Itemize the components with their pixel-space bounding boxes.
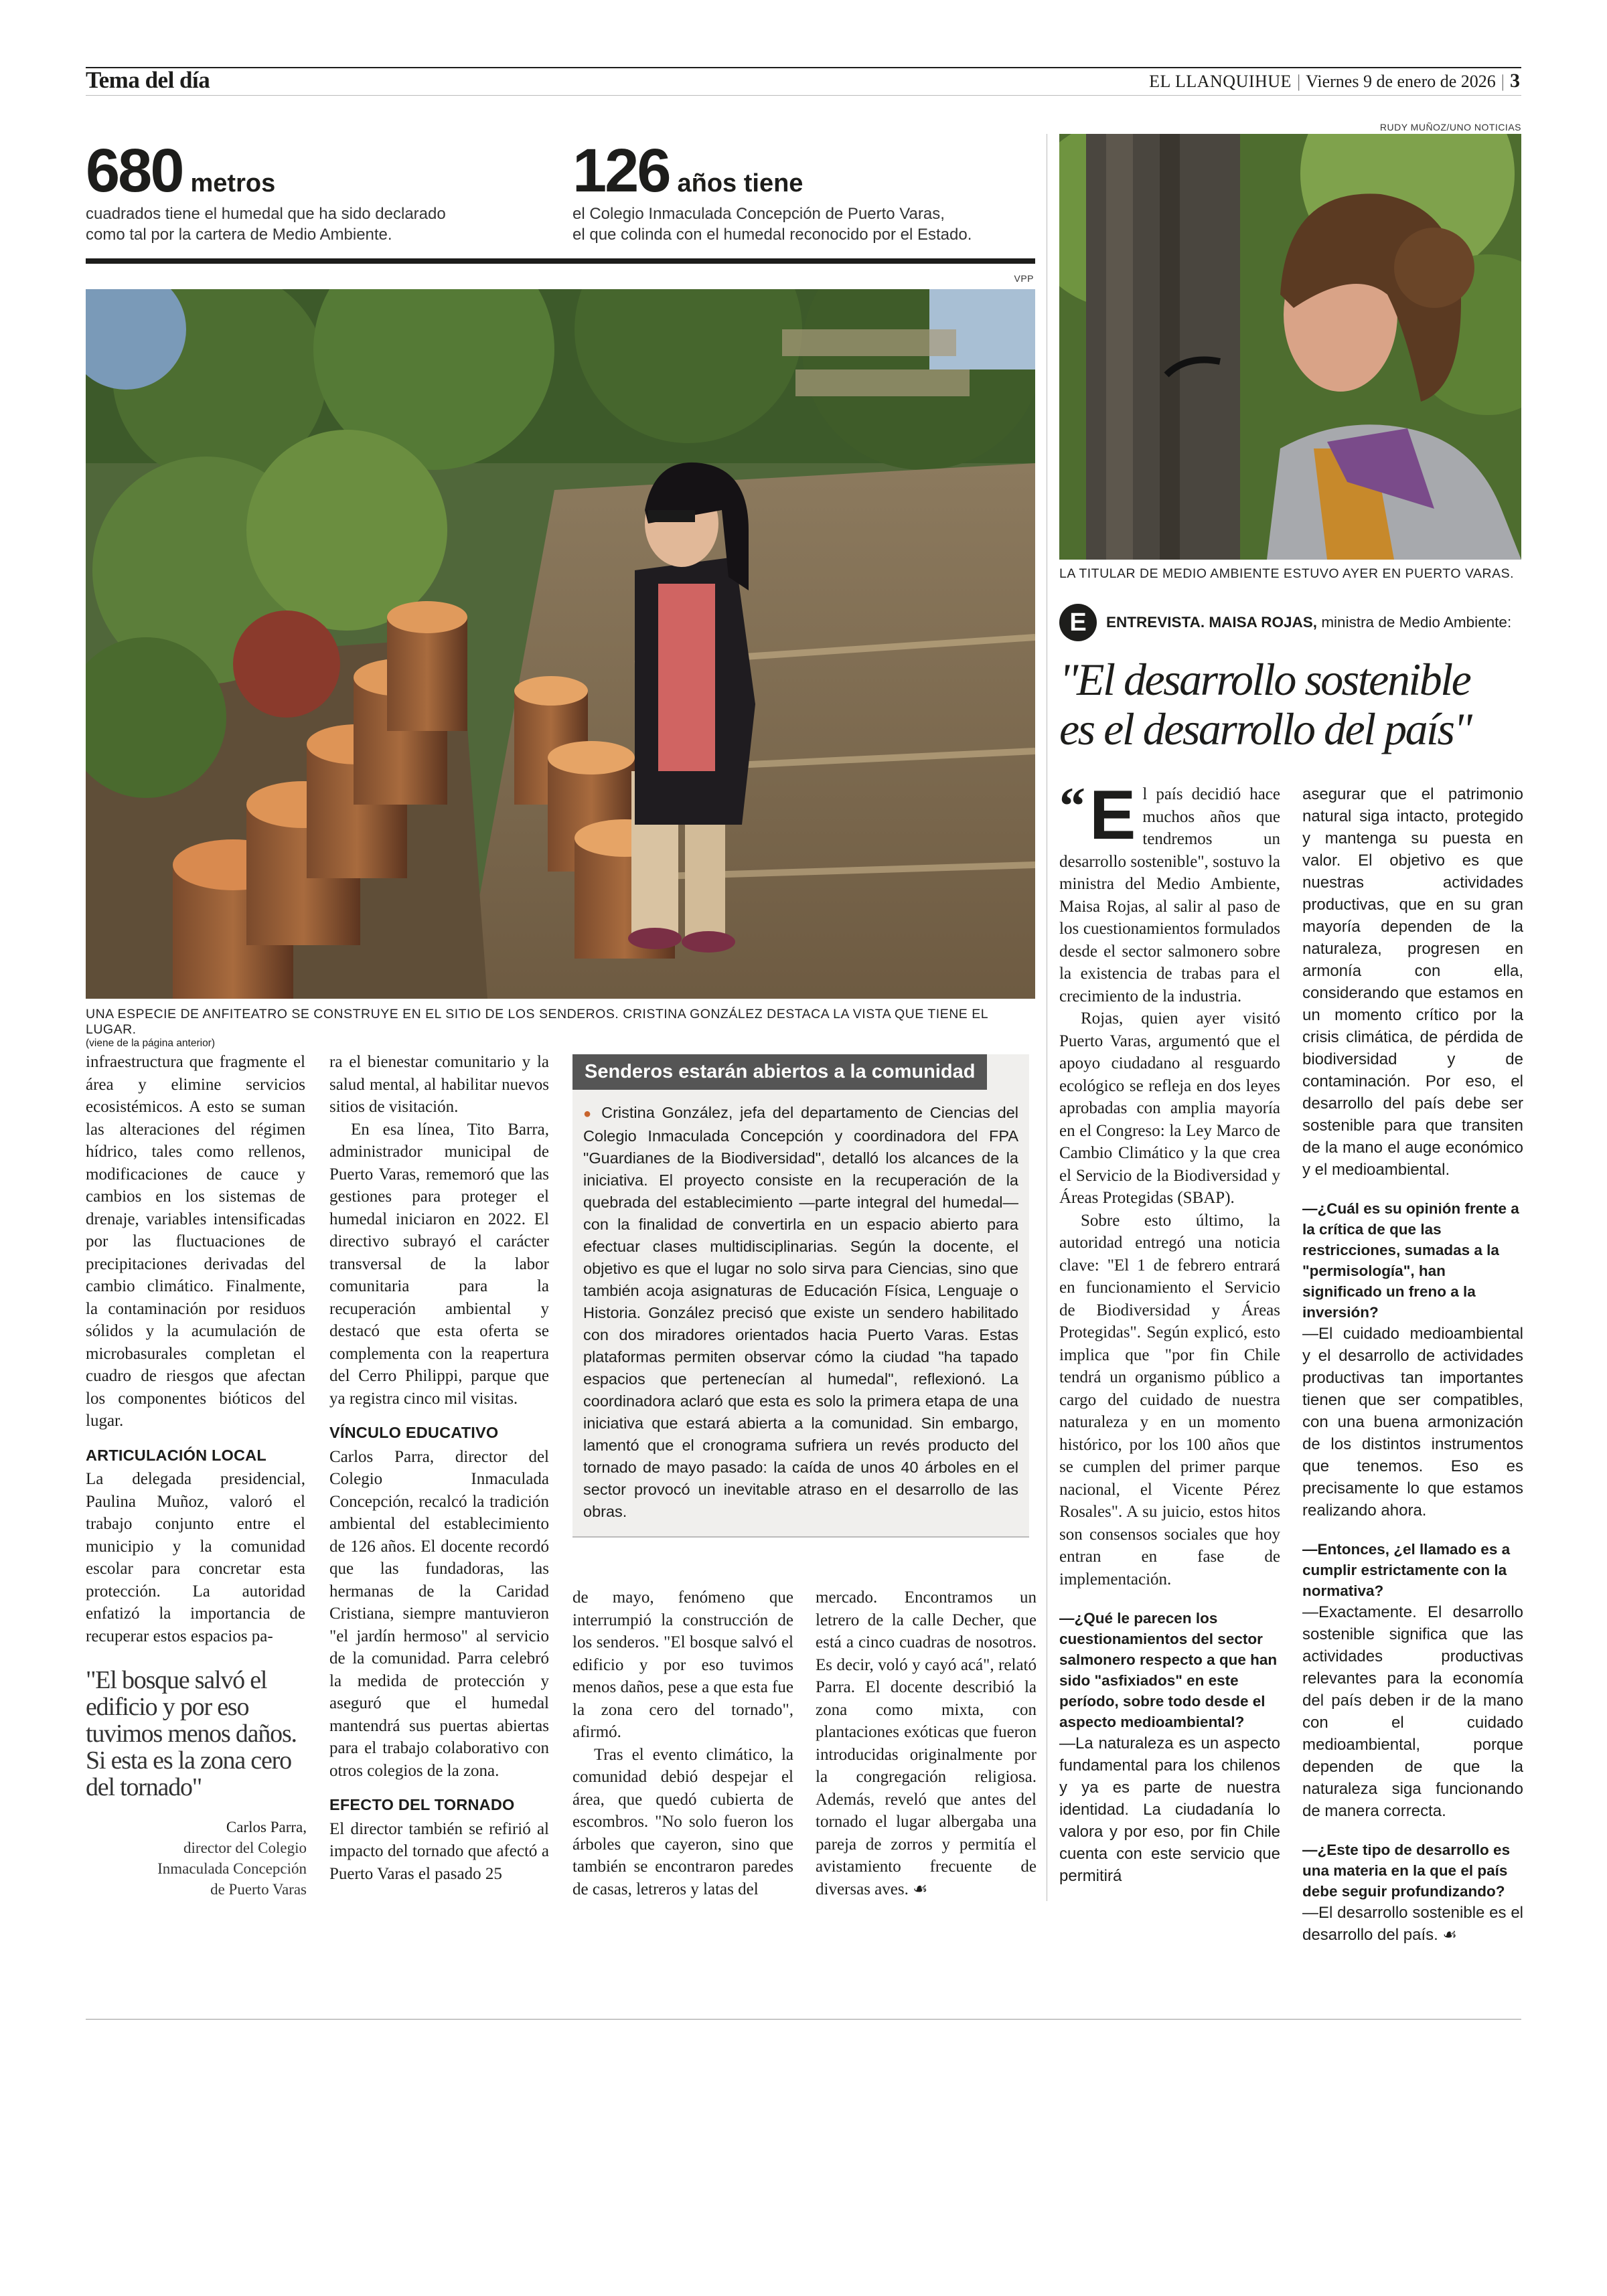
paragraph: En esa línea, Tito Barra, administrador municipal de Puerto Varas, rememoró que las gestiones para proteger el humedal iniciaron en 2022. El directivo subrayó el carácter transversal de la labor comunitaria para la recuperación ambiental y destacó que esta oferta se complementa con la reapertura del Cerro Philippi, parque que ya registra cinco mil visitas. (329, 1120, 549, 1408)
interview-kicker: E ENTREVISTA. MAISA ROJAS, ministra de Medio Ambiente: (1059, 604, 1511, 641)
answer: asegurar que el patrimonio natural siga intacto, protegido y mantenga su puesta en valor. El objetivo es que nuestras actividades productivas, que en su gran mayoría dependen de la naturaleza, progresen en armonía con ella, considerando que estamos en un momento crítico por la crisis climática, de pérdida de biodiversidad y de contaminación. Por eso, el desarrollo del país debe ser sostenible para que transiten de la mano el auge económico y el medioambiental. (1302, 785, 1523, 1179)
folio-separator: | (1501, 72, 1505, 91)
drop-cap: E (1089, 776, 1136, 854)
box-body: ● Cristina González, jefa del departamento de Ciencias del Colegio Inmaculada Concepción y coordinadora del FPA "Guardianes de la Biodiversidad", detalló los alcances de la iniciativa. El proyecto consiste en la recuperación de la quebrada del establecimiento —parte integral del humedal— con la finalidad de convertirla en un espacio abierto para efectuar clases multidisciplinarias. Según la docente, el objetivo es que el lugar no solo sirva para Ciencias, sino que también acoja asignaturas de Educación Física, Lenguaje o Historia. González precisó que existe un sendero habilitado con dos miradores orientados hacia Puerto Varas. Estas plataformas permiten observar cómo la ciudad "ha tapado espacios que pertenecían al humedal", reflexionó. La coordinadora aclaró que esta es solo la primera etapa de una iniciativa que estará abierta a la comunidad. Sin embargo, lamentó que el cronograma sufriera un revés producto del tornado de mayo pasado: la caída de unos 40 árboles en el sector provocó un inevitable atraso en el desarrollo de las obras. (583, 1104, 1018, 1520)
pullquote-attribution: Carlos Parra, director del Colegio Inmaculada Concepción de Puerto Varas (157, 1819, 307, 1898)
paragraph: Tras el evento climático, la comunidad debió despejar el área, que quedó cubierta de escombros. "No solo fueron los árboles que cayeron, sino que también se encontraron paredes de casas, letreros y latas del (572, 1745, 793, 1898)
stat-680 (86, 137, 514, 245)
minister-photo (1059, 134, 1521, 560)
folio (1149, 70, 1520, 92)
stat-description: cuadrados tiene el humedal que ha sido declarado como tal por la cartera de Medio Ambiente. (86, 205, 446, 244)
question: —¿Cuál es su opinión frente a la crítica de que las restricciones, sumadas a la "permisología", han significado un freno a la inversión? (1302, 1200, 1519, 1321)
subhead-vinculo: VÍNCULO EDUCATIVO (329, 1424, 499, 1441)
answer: —El desarrollo sostenible es el desarrollo del país. ☙ (1302, 1904, 1523, 1944)
paragraph: Carlos Parra, director del Colegio Inmaculada Concepción, recalcó la tradición ambiental del establecimiento de 126 años. El docente recordó que las fundadoras, las hermanas de la Caridad Cristiana, siempre mantuvieron "el jardín hermoso" al servicio de la comunidad. Parra celebró la medida de protección y aseguró que el humedal mantendrá sus puertas abiertas para el trabajo colaborativo con otros colegios de la zona. (329, 1447, 549, 1780)
continued-note: (viene de la página anterior) (86, 1038, 216, 1049)
paragraph: mercado. Encontramos un letrero de la calle Decher, que está a cinco cuadras de nosotros. Es decir, voló y cayó acá", relató Parra. El docente describió la zona como mixta, con plantaciones exóticas que fueron introducidas originalmente por la congregación religiosa. Además, reveló que antes del tornado el lugar albergaba una pareja de zorros y permitía el avistamiento frecuente de diversas aves. ☙ (816, 1588, 1037, 1898)
article-column-1 (86, 1036, 305, 1647)
paragraph: de mayo, fenómeno que interrumpió la construcción de los senderos. "El bosque salvó el edificio y por eso tuvimos menos daños, pese a que esta fue la zona cero del tornado", afirmó. (572, 1588, 793, 1741)
photo-credit: VPP (1014, 273, 1034, 284)
paragraph: Sobre esto último, la autoridad entregó una noticia clave: "El 1 de febrero entrará en funcionamiento el Servicio de Biodiversidad y Áreas Protegidas". Según explicó, esto implica que "por fin Chile tendrá un organismo público a cargo del cuidado de nuestra naturaleza y en un momento histórico, por los 100 años que se cumplen del primer parque nacional, el Vicente Pérez Rosales". A su juicio, estos hitos son consensos sociales que hoy entran en fase de implementación. (1059, 1211, 1280, 1588)
trail-amphitheater-photo (86, 289, 1035, 999)
stat-number: 680 (86, 137, 183, 205)
interview-badge: E (1059, 604, 1097, 641)
end-mark-icon: ☙ (913, 1880, 928, 1898)
subhead-articulacion: ARTICULACIÓN LOCAL (86, 1446, 266, 1464)
paragraph: Rojas, quien ayer visitó Puerto Varas, argumentó que el apoyo ciudadano al resguardo ecológico se refleja en dos leyes aprobadas con amplia mayoría en el Congreso: la Ley Marco de Cambio Climático y la que crea el Servicio de la Biodiversidad y Áreas Protegidas (SBAP). (1059, 1009, 1280, 1207)
article-column-4 (816, 1586, 1037, 1900)
answer: —La naturaleza es un aspecto fundamental para los chilenos y ya es parte de nuestra identidad. La ciudadanía lo valora y por eso, por fin Chile cuenta con este servicio que permitirá (1059, 1734, 1280, 1885)
end-mark-icon: ☙ (1442, 1926, 1457, 1944)
page-number: 3 (1510, 70, 1520, 92)
issue-date: Viernes 9 de enero de 2026 (1306, 72, 1496, 91)
article-column-3 (572, 1586, 793, 1900)
subhead-tornado: EFECTO DEL TORNADO (329, 1796, 515, 1813)
box-title: Senderos estarán abiertos a la comunidad (572, 1054, 987, 1090)
main-photo-caption: UNA ESPECIE DE ANFITEATRO SE CONSTRUYE EN EL SITIO DE LOS SENDEROS. CRISTINA GONZÁLEZ DESTACA LA VISTA QUE TIENE EL LUGAR. (86, 1007, 988, 1037)
paragraph: ra el bienestar comunitario y la salud mental, al habilitar nuevos sitios de visitación. (329, 1053, 549, 1116)
stat-description: el Colegio Inmaculada Concepción de Puerto Varas, el que colinda con el humedal reconocido por el Estado. (572, 205, 972, 244)
box-bullet: ● (583, 1106, 595, 1121)
question: —Entonces, ¿el llamado es a cumplir estrictamente con la normativa? (1302, 1541, 1511, 1599)
interview-headline: "El desarrollo sostenible es el desarrollo del país" (1059, 654, 1471, 754)
answer: —El cuidado medioambiental y el desarrollo de actividades productivas tan importantes tienen que ser compatibles, con una buena armonización de los distintos instrumentos que tenemos. Eso es precisamente lo que estamos realizando ahora. (1302, 1325, 1523, 1520)
paragraph: infraestructura que fragmente el área y elimine servicios ecosistémicos. A esto se suman las alteraciones del régimen hídrico, tales como rellenos, modificaciones de cauce y cambios en los sistemas de drenaje, variables intensificadas por las fluctuaciones de precipitaciones derivadas del cambio climático. Finalmente, la contaminación por residuos sólidos y la acumulación de microbasurales completan el cuadro de riesgos que afectan los componentes bióticos del lugar. (86, 1053, 305, 1430)
answer: —Exactamente. El desarrollo sostenible significa que las actividades productivas relevantes para la economía del país deben ir de la mano con el cuidado medioambiental, porque dependen de que la naturaleza siga funcionando de manera correcta. (1302, 1603, 1523, 1820)
main-photo (86, 289, 1035, 999)
stat-unit: años tiene (677, 169, 804, 197)
stat-126 (572, 137, 1041, 245)
pullquote (86, 1667, 307, 1900)
header-underline (86, 95, 1521, 96)
paragraph: La delegada presidencial, Paulina Muñoz, valoró el trabajo conjunto entre el municipio y la comunidad escolar para concretar esta protección. La autoridad enfatizó la importancia de recuperar estos espacios pa- (86, 1470, 305, 1645)
interview-column-2 (1302, 783, 1523, 1946)
quote-mark-icon: “ (1059, 776, 1085, 835)
stats-rule (86, 258, 1035, 264)
minister-portrait (1059, 134, 1521, 560)
question: —¿Este tipo de desarrollo es una materia en la que el país debe seguir profundizando? (1302, 1841, 1511, 1900)
pullquote-text: "El bosque salvó el edificio y por eso tuvimos menos daños. Si esta es la zona cero del tornado" (86, 1666, 297, 1801)
stat-number: 126 (572, 137, 670, 205)
question: —¿Qué le parecen los cuestionamientos del sector salmonero respecto a que han sido "asfixiados" en este período, sobre todo desde el aspecto medioambiental? (1059, 1610, 1278, 1730)
side-photo-caption: LA TITULAR DE MEDIO AMBIENTE ESTUVO AYER EN PUERTO VARAS. (1059, 566, 1515, 581)
stat-unit: metros (190, 169, 276, 197)
publication-name: EL LLANQUIHUE (1149, 72, 1292, 91)
side-photo-credit: RUDY MUÑOZ/UNO NOTICIAS (1379, 122, 1521, 133)
section-title: Tema del día (86, 67, 210, 93)
header-rule (86, 67, 1521, 68)
interview-column-1 (1059, 776, 1280, 1887)
folio-separator: | (1296, 72, 1301, 91)
footer-rule (86, 2019, 1521, 2020)
interview-intro: “ E l país decidió hace muchos años que tendremos un desarrollo sostenible", sostuvo la ministra del Medio Ambiente, Maisa Rojas, al salir al paso de los cuestionamientos formulados desde el sector salmonero sobre la existencia de trabas para el crecimiento de la industria. (1059, 776, 1280, 1005)
sidebar-box (572, 1054, 1029, 1538)
paragraph: El director también se refirió al impacto del tornado que afectó a Puerto Varas el pasado 25 (329, 1819, 549, 1883)
article-column-2 (329, 1051, 549, 1885)
